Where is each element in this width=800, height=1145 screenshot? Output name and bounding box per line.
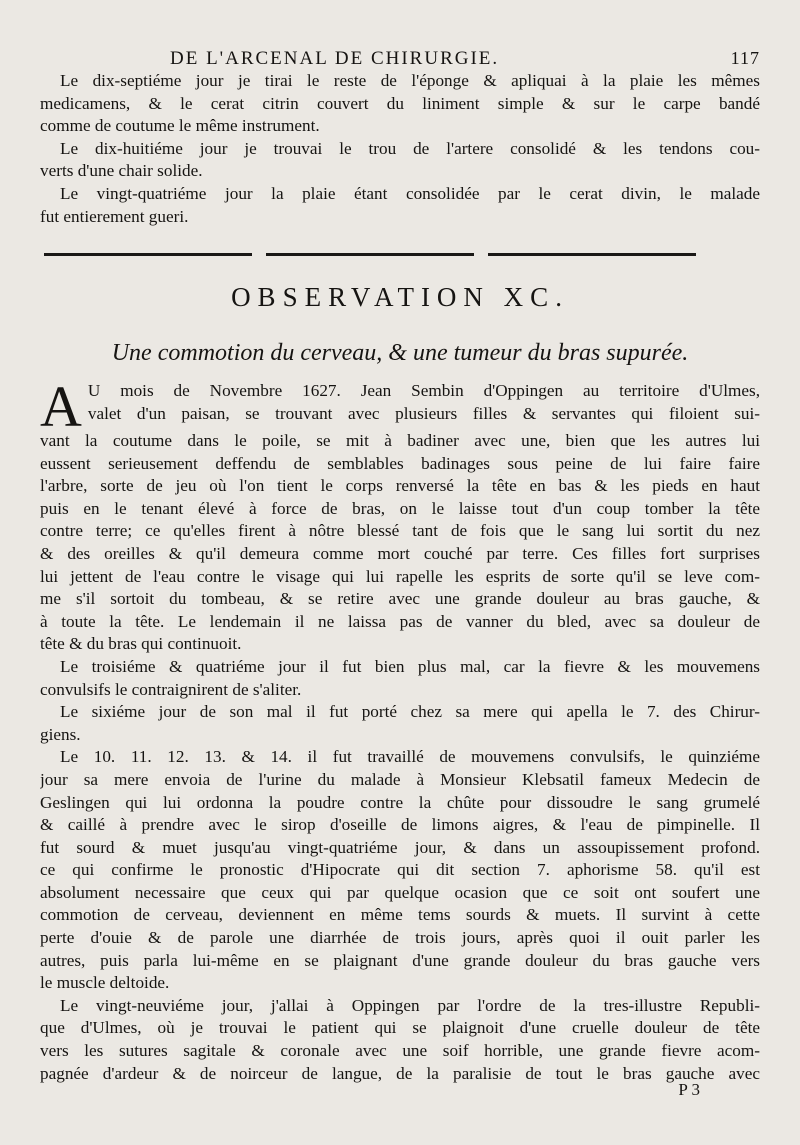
running-title: DE L'ARCENAL DE CHIRURGIE. (170, 48, 500, 69)
text-line: commotion de cerveau, deviennent en même tems sourds & muets. Il survint à cette (40, 905, 760, 925)
text-line: l'arbre, sorte de jeu où l'on tient le corps renversé la tête en bas & les pieds en haut (40, 476, 760, 496)
text-line: vers les sutures sagitale & coronale avec une soif horrible, une grande fievre acom- (40, 1041, 760, 1061)
text-line: puis en le tenant élevé à force de bras, on le laisse tout d'un coup tomber la tête (40, 498, 760, 518)
text-line: que d'Ulmes, où je trouvai le patient qui se plaignoit d'une cruelle douleur de tête (40, 1018, 760, 1038)
text-line: Geslingen qui lui ordonna la poudre contre la chûte pour dissoudre le sang grumelé (40, 792, 760, 812)
page-number: 117 (730, 48, 760, 68)
text-line: valet d'un paisan, se trouvant avec plusieurs filles & servantes qui filoient sui- (87, 403, 760, 423)
divider-rule (488, 253, 696, 256)
previous-observation-end (40, 70, 760, 228)
text-line: eussent serieusement deffendu de semblables badinages sous peine de lui faire faire (40, 453, 760, 473)
text-line: fut sourd & muet jusqu'au vingt-quatriéme jour, & dans un assoupissement profond. (40, 837, 760, 857)
text-line: Le sixiéme jour de son mal il fut porté chez sa mere qui apella le 7. des Chirur- (60, 702, 760, 722)
text-line: Le 10. 11. 12. 13. & 14. il fut travaillé de mouvemens convulsifs, le quinziéme (60, 747, 760, 767)
text-line: giens. (40, 724, 81, 744)
text-line: vant la coutume dans le poile, se mit à badiner avec une, bien que les autres lui (40, 431, 760, 450)
text-line: lui jettent de l'eau contre le visage qui lui rapelle les esprits de sorte qu'il se leve com- (40, 566, 760, 586)
text-line: U mois de Novembre 1627. Jean Sembin d'Oppingen au territoire d'Ulmes, (87, 381, 760, 400)
text-line: & caillé à prendre avec le sirop d'oseille de limons aigres, & l'eau de pimpinelle. Il (40, 815, 760, 835)
observation-body (40, 374, 760, 1085)
body-lines (40, 430, 760, 1085)
text-line: medicamens, & le cerat citrin couvert du liniment simple & sur le carpe bandé (40, 93, 760, 113)
drop-cap: A (40, 374, 82, 439)
text-line: autres, puis parla lui-même en se plaignant d'une grande douleur du bras gauche vers (40, 950, 760, 970)
observation-subtitle: Une commotion du cerveau, & une tumeur du bras supurée. (111, 340, 689, 366)
text-line: contre terre; ce qu'elles firent à nôtre blessé tant de fois que le sang lui sortit du nez (40, 521, 760, 541)
text-line: fut entierement gueri. (40, 206, 189, 226)
text-line: Le vingt-neuviéme jour, j'allai à Oppingen par l'ordre de la tres-illustre Republi- (60, 995, 760, 1015)
text-line: absolument necessaire que ceux qui par quelque ocasion que ce soit ont soufert une (40, 882, 760, 902)
text-line: convulsifs le contraignirent de s'aliter. (40, 679, 302, 699)
divider-rule (44, 253, 252, 256)
text-line: Le troisiéme & quatriéme jour il fut bien plus mal, car la fievre & les mouvemens (60, 656, 760, 676)
text-line: perte d'ouie & de parole une diarrhée de trois jours, après quoi il ouit parler les (40, 928, 760, 948)
text-line: tête & du bras qui continuoit. (40, 634, 242, 654)
text-line: & des oreilles & qu'il demeura comme mort couché par terre. Ces filles fort surprises (40, 543, 760, 563)
text-line: Le dix-huitiéme jour je trouvai le trou de l'artere consolidé & les tendons cou- (60, 138, 760, 158)
observation-title: OBSERVATION XC. (231, 282, 569, 312)
text-line: le muscle deltoide. (40, 973, 170, 993)
text-line: Le dix-septiéme jour je tirai le reste de l'éponge & apliquai à la plaie les mêmes (60, 71, 760, 90)
text-line: verts d'une chair solide. (40, 161, 203, 181)
divider-rule (266, 253, 474, 256)
first-paragraph (40, 374, 760, 439)
text-line: à toute la tête. Le lendemain il ne laissa pas de vanner du bled, avec sa douleur de (40, 611, 760, 631)
text-line: pagnée d'ardeur & de noirceur de langue, de la paralisie de tout le bras gauche avec (40, 1063, 760, 1083)
text-line: ce qui confirme le pronostic d'Hipocrate qui dit section 7. aphorisme 58. qu'il est (40, 860, 760, 880)
text-line: jour sa mere envoia de l'urine du malade à Monsieur Klebsatil fameux Medecin de (40, 769, 760, 789)
text-line: comme de coutume le même instrument. (40, 116, 320, 136)
section-divider (44, 253, 696, 257)
text-line: Le vingt-quatriéme jour la plaie étant consolidée par le cerat divin, le malade (60, 183, 760, 203)
signature-mark: P 3 (678, 1080, 700, 1099)
text-line: me s'il sortoit du tombeau, & se retire avec une grande douleur au bras gauche, & (40, 589, 760, 609)
